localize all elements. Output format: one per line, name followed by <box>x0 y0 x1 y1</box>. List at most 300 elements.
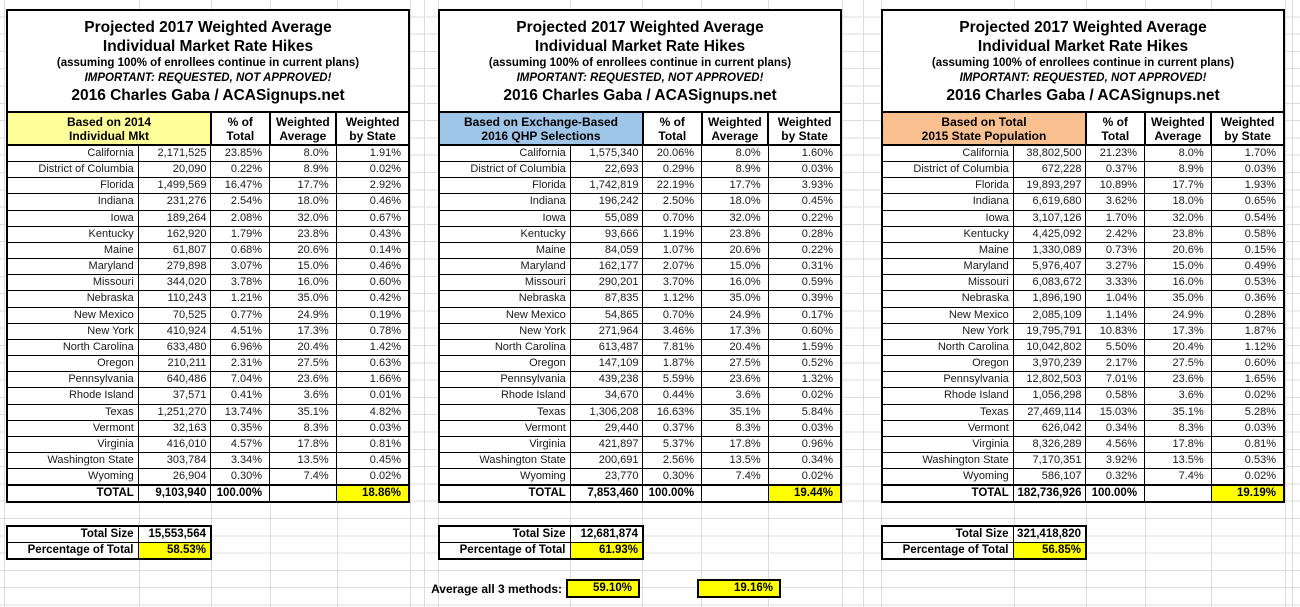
weighted-average-cell: 20.4% <box>1145 339 1212 355</box>
state-row <box>7 275 409 291</box>
enrollment-cell: 93,666 <box>570 226 643 242</box>
pct-of-total-cell: 7.81% <box>643 339 702 355</box>
state-row <box>882 452 1284 468</box>
weighted-average-cell: 20.6% <box>1145 242 1212 258</box>
weighted-by-state-cell: 0.03% <box>1211 420 1284 436</box>
weighted-by-state-cell: 0.42% <box>336 291 409 307</box>
weighted-average-cell: 8.3% <box>270 420 337 436</box>
pct-of-total-cell: 2.42% <box>1086 226 1145 242</box>
title-line: IMPORTANT: REQUESTED, NOT APPROVED! <box>516 71 764 84</box>
state-name-cell: Oregon <box>439 356 570 372</box>
pct-of-total-cell: 3.33% <box>1086 275 1145 291</box>
weighted-by-state-cell: 0.28% <box>1211 307 1284 323</box>
state-row <box>439 323 841 339</box>
enrollment-cell: 1,896,190 <box>1013 291 1086 307</box>
state-name-cell: Rhode Island <box>439 388 570 404</box>
enrollment-cell: 10,042,802 <box>1013 339 1086 355</box>
state-row <box>439 210 841 226</box>
weighted-average-cell: 23.6% <box>270 372 337 388</box>
weighted-by-state-cell: 0.46% <box>336 194 409 210</box>
weighted-average-cell: 17.8% <box>1145 436 1212 452</box>
weighted-average-cell: 17.7% <box>270 178 337 194</box>
state-name-cell: Rhode Island <box>882 388 1013 404</box>
summary-box <box>438 525 644 560</box>
state-row <box>882 307 1284 323</box>
weighted-average-cell: 8.9% <box>1145 162 1212 178</box>
pct-of-total-cell: 1.79% <box>211 226 270 242</box>
state-row <box>439 226 841 242</box>
weighted-by-state-cell: 0.49% <box>1211 259 1284 275</box>
pct-of-total-cell: 5.59% <box>643 372 702 388</box>
enrollment-cell: 19,893,297 <box>1013 178 1086 194</box>
weighted-average-cell: 18.0% <box>1145 194 1212 210</box>
enrollment-cell: 6,083,672 <box>1013 275 1086 291</box>
weighted-by-state-cell: 0.22% <box>768 242 841 258</box>
weighted-average-cell: 3.6% <box>702 388 769 404</box>
weighted-by-state-cell: 1.42% <box>336 339 409 355</box>
weighted-average-cell: 20.6% <box>702 242 769 258</box>
state-name-cell: Virginia <box>882 436 1013 452</box>
enrollment-cell: 3,107,126 <box>1013 210 1086 226</box>
state-name-cell: California <box>7 145 138 162</box>
pct-of-total-cell: 3.70% <box>643 275 702 291</box>
enrollment-cell: 8,326,289 <box>1013 436 1086 452</box>
state-name-cell: Iowa <box>7 210 138 226</box>
pct-of-total-cell: 0.70% <box>643 307 702 323</box>
state-name-cell: Texas <box>882 404 1013 420</box>
total-weighted-by-state: 19.44% <box>768 485 841 502</box>
weighted-by-state-cell: 1.93% <box>1211 178 1284 194</box>
state-row <box>7 356 409 372</box>
pct-of-total-cell: 2.50% <box>643 194 702 210</box>
enrollment-cell: 147,109 <box>570 356 643 372</box>
state-name-cell: California <box>882 145 1013 162</box>
pct-of-total-label: Percentage of Total <box>439 543 570 560</box>
weighted-by-state-cell: 0.53% <box>1211 275 1284 291</box>
state-row <box>882 420 1284 436</box>
state-name-cell: Kentucky <box>882 226 1013 242</box>
state-name-cell: Vermont <box>882 420 1013 436</box>
column-header-pct-of-total: % of Total <box>643 112 702 145</box>
pct-of-total-cell: 0.58% <box>1086 388 1145 404</box>
weighted-average-cell: 20.4% <box>702 339 769 355</box>
enrollment-cell: 2,085,109 <box>1013 307 1086 323</box>
weighted-average-cell: 15.0% <box>270 259 337 275</box>
weighted-by-state-cell: 0.02% <box>768 469 841 486</box>
enrollment-cell: 1,251,270 <box>138 404 211 420</box>
enrollment-cell: 34,670 <box>570 388 643 404</box>
state-row <box>439 452 841 468</box>
pct-of-total-cell: 23.85% <box>211 145 270 162</box>
state-name-cell: Pennsylvania <box>439 372 570 388</box>
title-line: Projected 2017 Weighted Average <box>84 18 332 36</box>
enrollment-cell: 12,802,503 <box>1013 372 1086 388</box>
weighted-average-cell: 13.5% <box>702 452 769 468</box>
enrollment-cell: 196,242 <box>570 194 643 210</box>
weighted-by-state-cell: 2.92% <box>336 178 409 194</box>
weighted-average-cell: 17.3% <box>270 323 337 339</box>
title-line: Individual Market Rate Hikes <box>534 37 746 55</box>
enrollment-cell: 421,897 <box>570 436 643 452</box>
state-row <box>439 469 841 486</box>
panel-2015-state-population <box>881 9 1285 556</box>
weighted-by-state-cell: 1.59% <box>768 339 841 355</box>
enrollment-cell: 23,770 <box>570 469 643 486</box>
pct-of-total-cell: 4.57% <box>211 436 270 452</box>
pct-of-total-cell: 7.04% <box>211 372 270 388</box>
enrollment-cell: 7,170,351 <box>1013 452 1086 468</box>
total-size-label: Total Size <box>439 526 570 543</box>
weighted-by-state-cell: 0.59% <box>768 275 841 291</box>
pct-of-total-cell: 0.34% <box>1086 420 1145 436</box>
weighted-by-state-cell: 0.45% <box>336 452 409 468</box>
column-header-pct-of-total: % of Total <box>211 112 270 145</box>
weighted-by-state-cell: 0.52% <box>768 356 841 372</box>
state-name-cell: Maine <box>7 242 138 258</box>
enrollment-cell: 344,020 <box>138 275 211 291</box>
state-name-cell: New York <box>7 323 138 339</box>
weighted-average-cell: 8.3% <box>1145 420 1212 436</box>
state-row <box>882 372 1284 388</box>
enrollment-cell: 626,042 <box>1013 420 1086 436</box>
weighted-average-cell: 17.7% <box>702 178 769 194</box>
state-row <box>882 339 1284 355</box>
panel-2016-qhp-selections <box>438 9 842 556</box>
state-row <box>439 436 841 452</box>
pct-of-total-cell: 10.89% <box>1086 178 1145 194</box>
weighted-average-cell: 3.6% <box>270 388 337 404</box>
state-name-cell: Washington State <box>439 452 570 468</box>
weighted-average-cell: 8.0% <box>270 145 337 162</box>
state-row <box>882 145 1284 162</box>
weighted-by-state-cell: 0.45% <box>768 194 841 210</box>
weighted-average-cell: 23.6% <box>702 372 769 388</box>
weighted-by-state-cell: 0.46% <box>336 259 409 275</box>
weighted-by-state-cell: 1.66% <box>336 372 409 388</box>
pct-of-total-cell: 2.31% <box>211 356 270 372</box>
weighted-by-state-cell: 0.19% <box>336 307 409 323</box>
average-size-weighted-value: 59.10% <box>566 579 640 598</box>
weighted-average-cell: 13.5% <box>1145 452 1212 468</box>
state-row <box>439 178 841 194</box>
pct-of-total-value: 56.85% <box>1013 543 1086 560</box>
state-name-cell: Iowa <box>882 210 1013 226</box>
pct-of-total-cell: 0.35% <box>211 420 270 436</box>
average-rate-hike-value: 19.16% <box>697 579 781 598</box>
weighted-average-cell: 16.0% <box>702 275 769 291</box>
weighted-by-state-cell: 0.67% <box>336 210 409 226</box>
pct-of-total-cell: 2.17% <box>1086 356 1145 372</box>
state-row <box>882 226 1284 242</box>
weighted-by-state-cell: 0.14% <box>336 242 409 258</box>
title-line: (assuming 100% of enrollees continue in current plans) <box>931 56 1235 69</box>
summary-box <box>6 525 212 560</box>
state-row <box>882 388 1284 404</box>
state-row <box>439 404 841 420</box>
pct-of-total-cell: 3.27% <box>1086 259 1145 275</box>
state-row <box>7 339 409 355</box>
state-row <box>439 259 841 275</box>
state-name-cell: Kentucky <box>439 226 570 242</box>
state-row <box>7 372 409 388</box>
state-row <box>882 242 1284 258</box>
weighted-average-cell: 7.4% <box>270 469 337 486</box>
pct-of-total-cell: 0.77% <box>211 307 270 323</box>
column-header-weighted-by-state: Weighted by State <box>768 112 841 145</box>
enrollment-cell: 1,742,819 <box>570 178 643 194</box>
weighted-average-cell: 23.8% <box>270 226 337 242</box>
pct-of-total-cell: 15.03% <box>1086 404 1145 420</box>
state-row <box>439 339 841 355</box>
weighted-average-cell: 24.9% <box>270 307 337 323</box>
state-name-cell: Maryland <box>882 259 1013 275</box>
pct-of-total-cell: 1.70% <box>1086 210 1145 226</box>
rate-hike-table <box>438 9 842 503</box>
weighted-by-state-cell: 0.54% <box>1211 210 1284 226</box>
state-row <box>7 291 409 307</box>
column-header-weighted-average: Weighted Average <box>270 112 337 145</box>
state-row <box>882 356 1284 372</box>
state-row <box>7 469 409 486</box>
pct-of-total-cell: 1.19% <box>643 226 702 242</box>
weighted-by-state-cell: 1.91% <box>336 145 409 162</box>
weighted-average-cell: 35.1% <box>702 404 769 420</box>
weighted-average-cell: 16.0% <box>270 275 337 291</box>
weighted-by-state-cell: 0.03% <box>768 420 841 436</box>
state-name-cell: Texas <box>7 404 138 420</box>
weighted-average-cell: 35.0% <box>702 291 769 307</box>
pct-of-total-cell: 2.08% <box>211 210 270 226</box>
group-header-2015-state-population: Based on Total 2015 State Population <box>882 112 1086 145</box>
state-row <box>439 194 841 210</box>
weighted-by-state-cell: 0.31% <box>768 259 841 275</box>
total-wavg-empty <box>1145 485 1212 502</box>
weighted-average-cell: 17.3% <box>1145 323 1212 339</box>
column-header-weighted-by-state: Weighted by State <box>1211 112 1284 145</box>
enrollment-cell: 410,924 <box>138 323 211 339</box>
enrollment-cell: 303,784 <box>138 452 211 468</box>
state-row <box>7 178 409 194</box>
column-header-weighted-average: Weighted Average <box>1145 112 1212 145</box>
enrollment-cell: 439,238 <box>570 372 643 388</box>
weighted-by-state-cell: 0.81% <box>336 436 409 452</box>
weighted-by-state-cell: 0.58% <box>1211 226 1284 242</box>
state-name-cell: Washington State <box>7 452 138 468</box>
state-row <box>439 275 841 291</box>
state-name-cell: California <box>439 145 570 162</box>
state-row <box>882 436 1284 452</box>
state-name-cell: Nebraska <box>7 291 138 307</box>
title-line: 2016 Charles Gaba / ACASignups.net <box>946 86 1220 104</box>
state-name-cell: New York <box>439 323 570 339</box>
pct-of-total-cell: 3.07% <box>211 259 270 275</box>
weighted-by-state-cell: 0.01% <box>336 388 409 404</box>
state-row <box>7 307 409 323</box>
pct-of-total-label: Percentage of Total <box>882 543 1013 560</box>
pct-of-total-cell: 0.30% <box>211 469 270 486</box>
state-name-cell: Maine <box>882 242 1013 258</box>
weighted-by-state-cell: 1.12% <box>1211 339 1284 355</box>
enrollment-cell: 231,276 <box>138 194 211 210</box>
state-name-cell: Oregon <box>882 356 1013 372</box>
pct-of-total-cell: 10.83% <box>1086 323 1145 339</box>
title-line: Individual Market Rate Hikes <box>977 37 1189 55</box>
state-row <box>882 323 1284 339</box>
title-line: (assuming 100% of enrollees continue in current plans) <box>488 56 792 69</box>
weighted-average-cell: 27.5% <box>270 356 337 372</box>
title-line: Projected 2017 Weighted Average <box>516 18 764 36</box>
weighted-by-state-cell: 1.60% <box>768 145 841 162</box>
state-row <box>7 436 409 452</box>
weighted-average-cell: 7.4% <box>1145 469 1212 486</box>
column-header-pct-of-total: % of Total <box>1086 112 1145 145</box>
state-name-cell: Maine <box>439 242 570 258</box>
weighted-by-state-cell: 0.96% <box>768 436 841 452</box>
state-row <box>7 145 409 162</box>
state-row <box>882 469 1284 486</box>
weighted-by-state-cell: 0.34% <box>768 452 841 468</box>
weighted-average-cell: 17.7% <box>1145 178 1212 194</box>
pct-of-total-cell: 3.92% <box>1086 452 1145 468</box>
enrollment-cell: 20,090 <box>138 162 211 178</box>
weighted-by-state-cell: 0.03% <box>336 420 409 436</box>
title-line: IMPORTANT: REQUESTED, NOT APPROVED! <box>84 71 332 84</box>
total-enrollment: 182,736,926 <box>1013 485 1086 502</box>
enrollment-cell: 1,306,208 <box>570 404 643 420</box>
state-name-cell: Missouri <box>439 275 570 291</box>
pct-of-total-cell: 22.19% <box>643 178 702 194</box>
enrollment-cell: 162,920 <box>138 226 211 242</box>
pct-of-total-cell: 7.01% <box>1086 372 1145 388</box>
weighted-by-state-cell: 0.36% <box>1211 291 1284 307</box>
weighted-average-cell: 8.9% <box>702 162 769 178</box>
rate-hike-table <box>881 9 1285 503</box>
summary-box <box>881 525 1087 560</box>
pct-of-total-cell: 0.29% <box>643 162 702 178</box>
pct-of-total-cell: 16.47% <box>211 178 270 194</box>
state-row <box>439 372 841 388</box>
enrollment-cell: 210,211 <box>138 356 211 372</box>
state-row <box>439 162 841 178</box>
state-row <box>7 259 409 275</box>
state-name-cell: Maryland <box>439 259 570 275</box>
weighted-by-state-cell: 1.32% <box>768 372 841 388</box>
state-name-cell: Texas <box>439 404 570 420</box>
enrollment-cell: 4,425,092 <box>1013 226 1086 242</box>
total-enrollment: 7,853,460 <box>570 485 643 502</box>
state-row <box>439 242 841 258</box>
weighted-by-state-cell: 0.02% <box>1211 388 1284 404</box>
weighted-average-cell: 32.0% <box>1145 210 1212 226</box>
weighted-average-cell: 7.4% <box>702 469 769 486</box>
weighted-by-state-cell: 0.78% <box>336 323 409 339</box>
state-name-cell: Pennsylvania <box>7 372 138 388</box>
enrollment-cell: 6,619,680 <box>1013 194 1086 210</box>
total-size-label: Total Size <box>7 526 138 543</box>
state-row <box>7 194 409 210</box>
state-name-cell: New York <box>882 323 1013 339</box>
table-title <box>882 10 1284 112</box>
enrollment-cell: 22,693 <box>570 162 643 178</box>
state-row <box>439 291 841 307</box>
state-name-cell: Wyoming <box>439 469 570 486</box>
enrollment-cell: 19,795,791 <box>1013 323 1086 339</box>
weighted-by-state-cell: 0.60% <box>1211 356 1284 372</box>
weighted-average-cell: 35.0% <box>1145 291 1212 307</box>
total-wavg-empty <box>270 485 337 502</box>
weighted-by-state-cell: 0.15% <box>1211 242 1284 258</box>
state-row <box>7 452 409 468</box>
state-name-cell: Iowa <box>439 210 570 226</box>
pct-of-total-cell: 0.44% <box>643 388 702 404</box>
weighted-average-cell: 23.8% <box>702 226 769 242</box>
state-name-cell: Virginia <box>7 436 138 452</box>
state-row <box>7 226 409 242</box>
weighted-average-cell: 23.8% <box>1145 226 1212 242</box>
weighted-average-cell: 3.6% <box>1145 388 1212 404</box>
weighted-average-cell: 18.0% <box>702 194 769 210</box>
weighted-average-cell: 35.1% <box>270 404 337 420</box>
state-name-cell: Missouri <box>7 275 138 291</box>
pct-of-total-cell: 16.63% <box>643 404 702 420</box>
pct-of-total-cell: 6.96% <box>211 339 270 355</box>
enrollment-cell: 70,525 <box>138 307 211 323</box>
weighted-by-state-cell: 3.93% <box>768 178 841 194</box>
state-name-cell: Wyoming <box>882 469 1013 486</box>
enrollment-cell: 27,469,114 <box>1013 404 1086 420</box>
pct-of-total-cell: 0.41% <box>211 388 270 404</box>
enrollment-cell: 26,904 <box>138 469 211 486</box>
weighted-average-cell: 20.6% <box>270 242 337 258</box>
enrollment-cell: 200,691 <box>570 452 643 468</box>
total-size-value: 15,553,564 <box>138 526 211 543</box>
enrollment-cell: 87,835 <box>570 291 643 307</box>
weighted-average-cell: 8.9% <box>270 162 337 178</box>
weighted-average-cell: 32.0% <box>702 210 769 226</box>
weighted-average-cell: 8.3% <box>702 420 769 436</box>
weighted-by-state-cell: 0.22% <box>768 210 841 226</box>
pct-of-total-cell: 1.12% <box>643 291 702 307</box>
total-size-value: 12,681,874 <box>570 526 643 543</box>
pct-of-total-cell: 1.21% <box>211 291 270 307</box>
weighted-average-cell: 8.0% <box>1145 145 1212 162</box>
enrollment-cell: 290,201 <box>570 275 643 291</box>
state-name-cell: New Mexico <box>439 307 570 323</box>
pct-of-total-cell: 0.37% <box>643 420 702 436</box>
weighted-average-cell: 27.5% <box>1145 356 1212 372</box>
state-name-cell: District of Columbia <box>439 162 570 178</box>
enrollment-cell: 55,089 <box>570 210 643 226</box>
weighted-by-state-cell: 0.60% <box>768 323 841 339</box>
state-name-cell: New Mexico <box>882 307 1013 323</box>
state-name-cell: Missouri <box>882 275 1013 291</box>
total-enrollment: 9,103,940 <box>138 485 211 502</box>
weighted-average-cell: 32.0% <box>270 210 337 226</box>
enrollment-cell: 189,264 <box>138 210 211 226</box>
enrollment-cell: 32,163 <box>138 420 211 436</box>
enrollment-cell: 416,010 <box>138 436 211 452</box>
state-row <box>882 275 1284 291</box>
weighted-by-state-cell: 0.28% <box>768 226 841 242</box>
average-all-methods-label: Average all 3 methods: <box>431 582 562 596</box>
state-name-cell: North Carolina <box>7 339 138 355</box>
pct-of-total-cell: 0.70% <box>643 210 702 226</box>
weighted-by-state-cell: 0.53% <box>1211 452 1284 468</box>
pct-of-total-cell: 0.73% <box>1086 242 1145 258</box>
state-name-cell: Florida <box>882 178 1013 194</box>
table-title <box>7 10 409 112</box>
pct-of-total-cell: 3.78% <box>211 275 270 291</box>
